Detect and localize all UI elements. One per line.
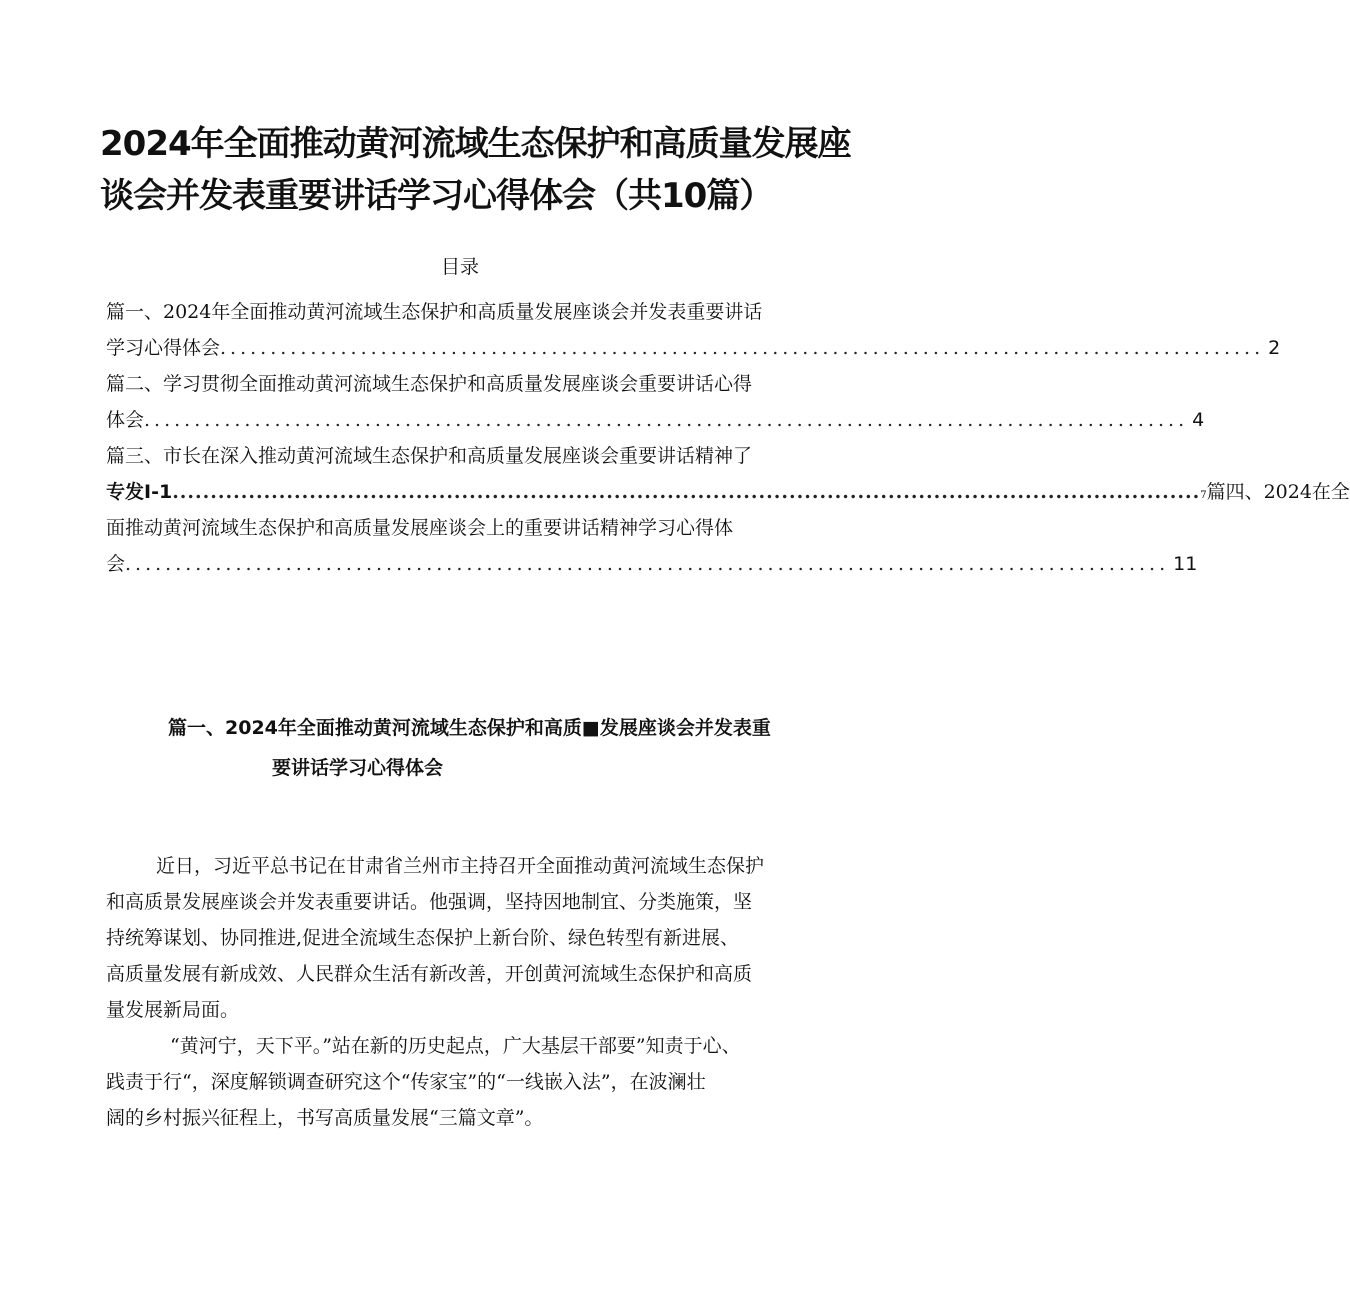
toc-page-mark: 7 bbox=[1200, 490, 1207, 501]
toc-text: 面推动黄河流域生态保护和高质量发展座谈会上的重要讲话精神学习心得体 bbox=[106, 517, 734, 539]
toc-entry-3-line-2[interactable] bbox=[106, 474, 1350, 510]
paragraph-line: 持统筹谋划、协同推进,促进全流域生态保护上新台阶、绿色转型有新进展、 bbox=[106, 927, 740, 949]
toc-text: 体会 bbox=[106, 409, 145, 431]
toc-text: 篇二、学习贯彻全面推动黄河流域生态保护和高质量发展座谈会重要讲话心得 bbox=[106, 373, 753, 395]
toc-entry-2-line-1[interactable] bbox=[106, 366, 846, 402]
toc-entry-4-line-2[interactable] bbox=[106, 510, 846, 546]
paragraph-line: 践责于行“，深度解锁调查研究这个“传家宝”的“一线嵌入法”，在波澜壮 bbox=[106, 1071, 706, 1093]
title-line-1: 2024年全面推动黄河流域生态保护和高质量发展座 bbox=[100, 124, 851, 164]
paragraph-line: 近日，习近平总书记在甘肃省兰州市主持召开全面推动黄河流域生态保护 bbox=[156, 855, 765, 877]
toc-entry-1-line-2[interactable] bbox=[106, 330, 1281, 366]
section-heading-line-1: 篇一、2024年全面推动黄河流域生态保护和高质■发展座谈会并发表重 bbox=[168, 717, 771, 739]
paragraph-line: “黄河宁，天下平。”站在新的历史起点，广大基层干部要”知责于心、 bbox=[170, 1035, 741, 1057]
paragraph-line: 量发展新局面。 bbox=[106, 999, 240, 1021]
toc-text: 篇三、市长在深入推动黄河流域生态保护和高质量发展座谈会重要讲话精神了 bbox=[106, 445, 753, 467]
toc-leader-dots: ........................................................................................................ bbox=[125, 553, 1170, 575]
toc-leader-dots: ........................................................................................................ bbox=[144, 409, 1189, 431]
toc-leader-dots: ....................................................................................................................................... bbox=[172, 481, 1201, 503]
toc-text: 专发I-1 bbox=[106, 481, 173, 503]
paragraph-1 bbox=[106, 848, 850, 1028]
toc-page-number: 4 bbox=[1192, 409, 1205, 431]
title-line-2: 谈会并发表重要讲话学习心得体会（共10篇） bbox=[100, 176, 773, 216]
document-title bbox=[100, 118, 851, 222]
toc-text-tail: 篇四、2024在全 bbox=[1206, 481, 1350, 503]
toc-page-number: 11 bbox=[1173, 553, 1198, 575]
toc-text: 学习心得体会 bbox=[106, 337, 221, 359]
toc-entry-2-line-2[interactable] bbox=[106, 402, 1205, 438]
toc-entry-1-line-1[interactable] bbox=[106, 294, 846, 330]
toc-text: 会 bbox=[106, 553, 126, 575]
paragraph-line: 和高质景发展座谈会并发表重要讲话。他强调，坚持因地制宜、分类施策，坚 bbox=[106, 891, 753, 913]
toc-entry-3-line-1[interactable] bbox=[106, 438, 846, 474]
paragraph-2 bbox=[106, 1028, 850, 1136]
section-heading bbox=[168, 708, 848, 788]
body-text bbox=[106, 848, 850, 1136]
section-heading-line-2: 要讲话学习心得体会 bbox=[272, 757, 444, 779]
paragraph-line: 阔的乡村振兴征程上，书写高质量发展“三篇文章”。 bbox=[106, 1107, 544, 1129]
paragraph-line: 高质量发展有新成效、人民群众生活有新改善，开创黄河流域生态保护和高质 bbox=[106, 963, 753, 985]
toc-text: 篇一、2024年全面推动黄河流域生态保护和高质量发展座谈会并发表重要讲话 bbox=[106, 301, 763, 323]
toc-page-number: 2 bbox=[1268, 337, 1281, 359]
toc-entry-4-line-3[interactable] bbox=[106, 546, 1198, 582]
table-of-contents bbox=[106, 294, 1350, 582]
toc-heading: 目录 bbox=[440, 256, 479, 278]
toc-leader-dots: ........................................................................................................ bbox=[220, 337, 1265, 359]
